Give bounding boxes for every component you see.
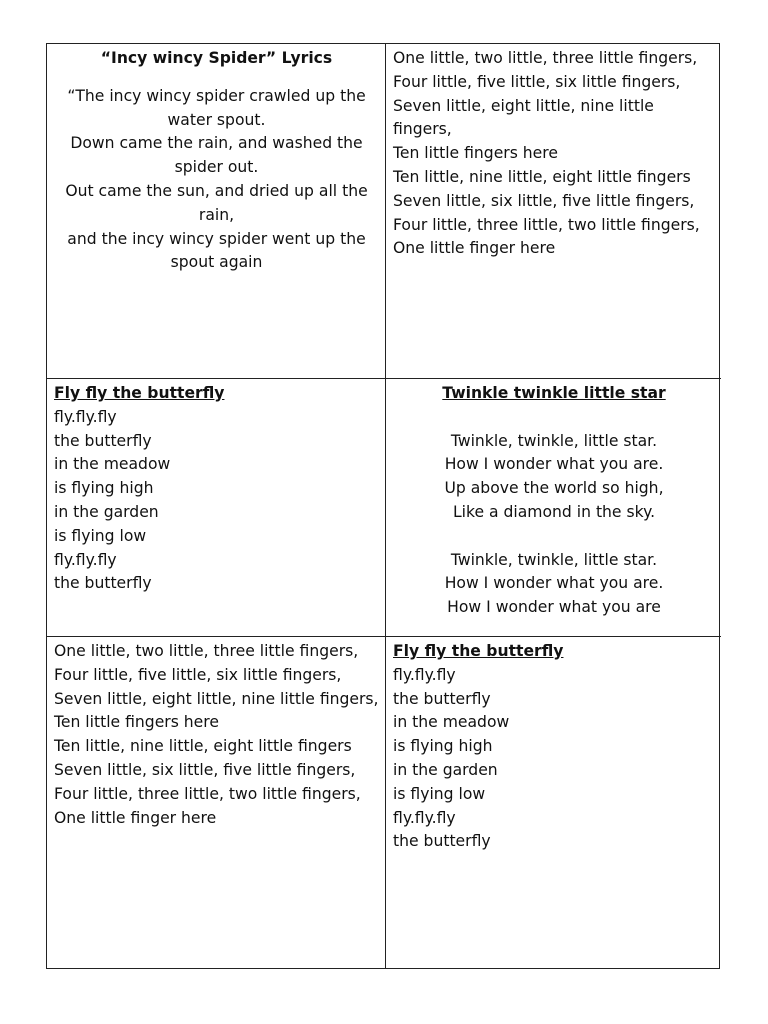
fingers-bottom-line-3: Seven little, eight little, nine little fingers, bbox=[54, 689, 379, 708]
fingers-bottom-line-7: Four little, three little, two little fingers, bbox=[54, 784, 361, 803]
fingers-bottom-line-6: Seven little, six little, five little fingers, bbox=[54, 760, 356, 779]
butterfly-left-line-7: fly.fly.fly bbox=[54, 550, 117, 569]
incy-line-4: and the incy wincy spider went up the spout again bbox=[67, 229, 366, 272]
twinkle-verse1-line-4: Like a diamond in the sky. bbox=[452, 502, 656, 521]
twinkle-verse1-line-2: How I wonder what you are. bbox=[444, 455, 664, 474]
spacer bbox=[54, 71, 379, 85]
fingers-top-line-3: Seven little, eight little, nine little fingers, bbox=[393, 96, 654, 139]
butterfly-left-line-5: in the garden bbox=[54, 502, 159, 521]
fingers-top-cell bbox=[385, 44, 721, 378]
butterfly-right-line-1: fly.fly.fly bbox=[393, 665, 456, 684]
butterfly-right-line-4: is flying high bbox=[393, 737, 493, 756]
butterfly-left-line-4: is flying high bbox=[54, 479, 154, 498]
butterfly-right-line-8: the butterfly bbox=[393, 832, 491, 851]
incy-wincy-cell bbox=[47, 44, 385, 378]
butterfly-right-line-2: the butterfly bbox=[393, 689, 491, 708]
twinkle-verse2-line-3: How I wonder what you are bbox=[447, 598, 661, 617]
butterfly-left-line-6: is flying low bbox=[54, 526, 147, 545]
butterfly-right-line-6: is flying low bbox=[393, 784, 486, 803]
butterfly-right-line-7: fly.fly.fly bbox=[393, 808, 456, 827]
butterfly-left-cell bbox=[47, 378, 385, 636]
butterfly-right-cell bbox=[385, 636, 721, 968]
fingers-top-line-1: One little, two little, three little fingers, bbox=[393, 49, 698, 67]
fingers-bottom-line-1: One little, two little, three little fingers, bbox=[54, 642, 359, 660]
fingers-top-line-2: Four little, five little, six little fingers, bbox=[393, 72, 681, 91]
butterfly-right-line-5: in the garden bbox=[393, 760, 498, 779]
butterfly-left-line-3: in the meadow bbox=[54, 455, 171, 474]
butterfly-right-title: Fly fly the butterfly bbox=[393, 642, 564, 660]
incy-line-3: Out came the sun, and dried up all the rain, bbox=[65, 181, 368, 224]
twinkle-verse2-line-1: Twinkle, twinkle, little star. bbox=[450, 550, 658, 569]
twinkle-title: Twinkle twinkle little star bbox=[442, 384, 666, 402]
fingers-bottom-line-8: One little finger here bbox=[54, 808, 217, 827]
fingers-bottom-line-5: Ten little, nine little, eight little fingers bbox=[54, 737, 352, 756]
butterfly-left-line-2: the butterfly bbox=[54, 431, 152, 450]
twinkle-verse2-line-2: How I wonder what you are. bbox=[444, 574, 664, 593]
fingers-top-line-6: Seven little, six little, five little fingers, bbox=[393, 191, 695, 210]
fingers-bottom-line-4: Ten little fingers here bbox=[54, 713, 219, 732]
fingers-bottom-cell bbox=[47, 636, 385, 968]
incy-wincy-title: “Incy wincy Spider” Lyrics bbox=[100, 49, 333, 67]
fingers-top-line-4: Ten little fingers here bbox=[393, 144, 558, 163]
butterfly-left-line-1: fly.fly.fly bbox=[54, 407, 117, 426]
lyrics-table bbox=[46, 43, 720, 969]
incy-line-1: “The incy wincy spider crawled up the water spout. bbox=[67, 86, 366, 129]
twinkle-verse1-line-1: Twinkle, twinkle, little star. bbox=[450, 431, 658, 450]
fingers-top-line-7: Four little, three little, two little fingers, bbox=[393, 215, 700, 234]
twinkle-cell bbox=[385, 378, 721, 636]
incy-line-2: Down came the rain, and washed the spider out. bbox=[70, 134, 363, 177]
fingers-top-line-8: One little finger here bbox=[393, 239, 556, 258]
fingers-top-line-5: Ten little, nine little, eight little fingers bbox=[393, 167, 691, 186]
spacer bbox=[393, 525, 715, 549]
butterfly-left-title: Fly fly the butterfly bbox=[54, 384, 225, 402]
butterfly-right-line-3: in the meadow bbox=[393, 713, 510, 732]
butterfly-left-line-8: the butterfly bbox=[54, 574, 152, 593]
twinkle-verse1-line-3: Up above the world so high, bbox=[444, 479, 664, 498]
fingers-bottom-line-2: Four little, five little, six little fingers, bbox=[54, 665, 342, 684]
spacer bbox=[393, 406, 715, 430]
